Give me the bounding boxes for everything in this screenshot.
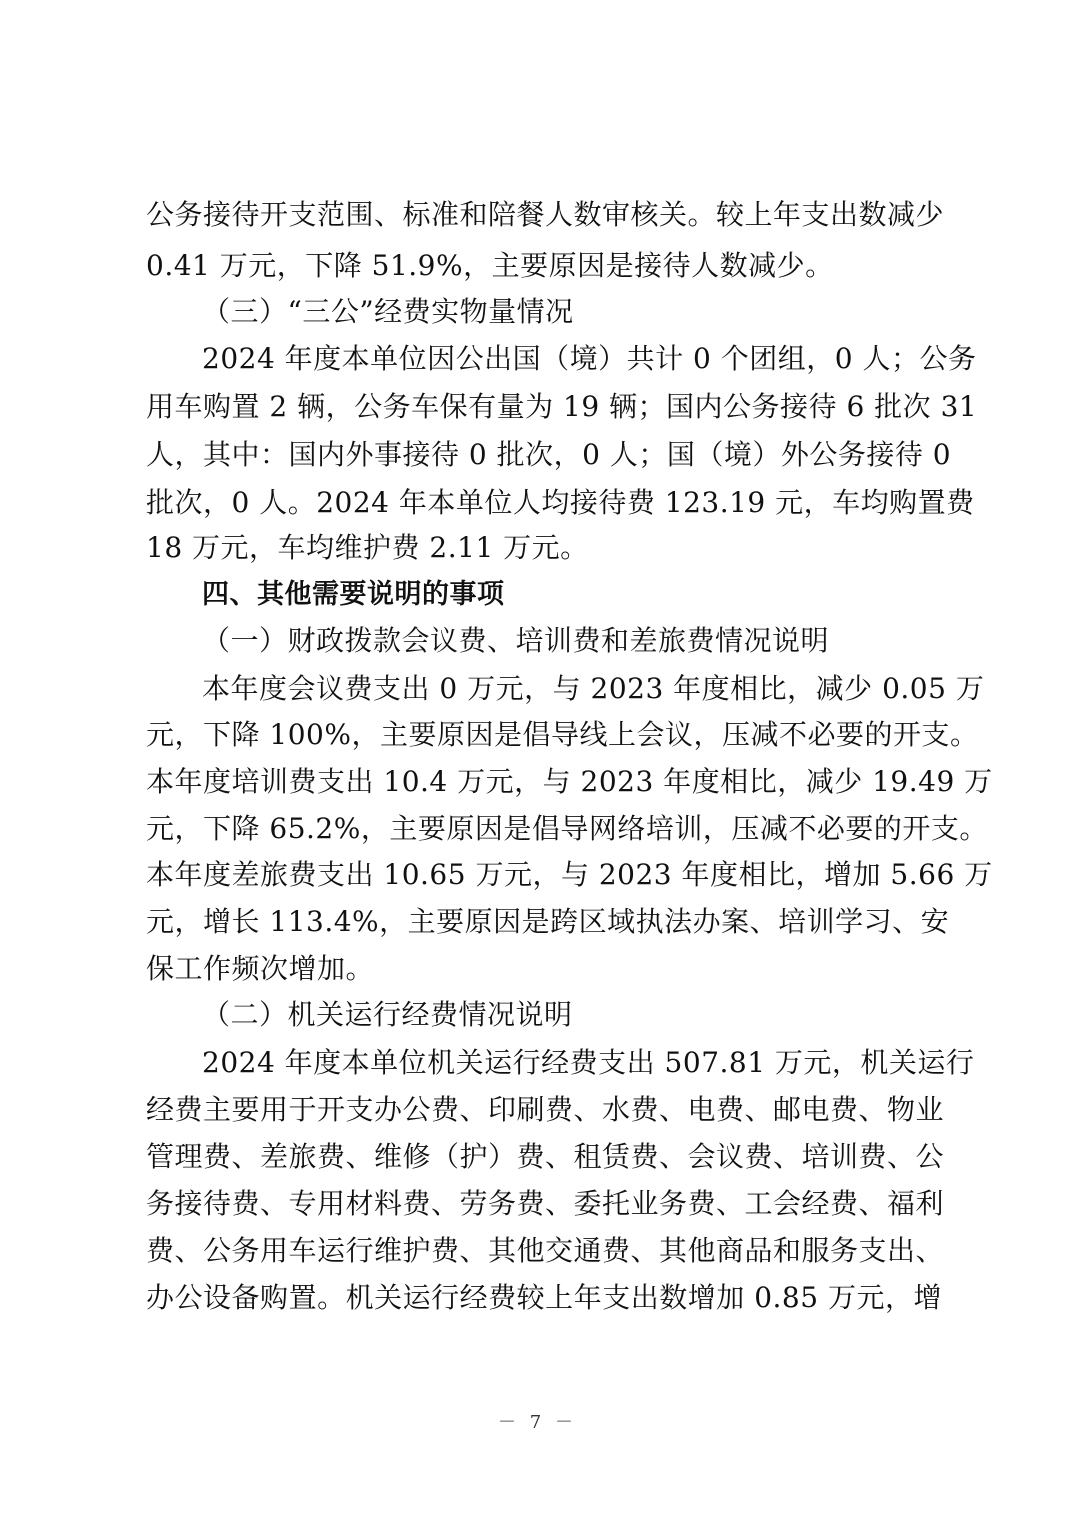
- paragraph-line: 人，其中：国内外事接待 0 批次，0 人；国（境）外公务接待 0: [146, 438, 952, 471]
- paragraph-line: 办公设备购置。机关运行经费较上年支出数增加 0.85 万元，增: [146, 1281, 942, 1314]
- paragraph-line: 元，下降 65.2%，主要原因是倡导网络培训，压减不必要的开支。: [146, 812, 988, 845]
- paragraph-line: 2024 年度本单位机关运行经费支出 507.81 万元，机关运行: [202, 1046, 975, 1079]
- paragraph-line: 用车购置 2 辆，公务车保有量为 19 辆；国内公务接待 6 批次 31: [146, 390, 978, 423]
- paragraph-line: 18 万元，车均维护费 2.11 万元。: [146, 531, 589, 564]
- paragraph-line: 经费主要用于开支办公费、印刷费、水费、电费、邮电费、物业: [146, 1093, 945, 1126]
- section-heading: 四、其他需要说明的事项: [202, 579, 505, 610]
- paragraph-line: 务接待费、专用材料费、劳务费、委托业务费、工会经费、福利: [146, 1187, 945, 1220]
- paragraph-line: 批次，0 人。2024 年本单位人均接待费 123.19 元，车均购置费: [146, 486, 975, 519]
- section-subheading: （一）财政拨款会议费、培训费和差旅费情况说明: [202, 624, 830, 657]
- section-subheading: （三）“三公”经费实物量情况: [202, 295, 574, 328]
- paragraph-line: 元，增长 113.4%，主要原因是跨区域执法办案、培训学习、安: [146, 905, 950, 938]
- paragraph-line: 元，下降 100%，主要原因是倡导线上会议，压减不必要的开支。: [146, 718, 979, 751]
- paragraph-line: 管理费、差旅费、维修（护）费、租赁费、会议费、培训费、公: [146, 1140, 945, 1173]
- paragraph-line: 2024 年度本单位因公出国（境）共计 0 个团组，0 人；公务: [202, 342, 977, 375]
- paragraph-line: 公务接待开支范围、标准和陪餐人数审核关。较上年支出数减少: [146, 198, 945, 231]
- paragraph-line: 保工作频次增加。: [146, 952, 375, 985]
- section-subheading: （二）机关运行经费情况说明: [202, 998, 573, 1031]
- paragraph-line: 本年度差旅费支出 10.65 万元，与 2023 年度相比，增加 5.66 万: [146, 858, 993, 891]
- paragraph-line: 本年度会议费支出 0 万元，与 2023 年度相比，减少 0.05 万: [202, 672, 985, 705]
- paragraph-line: 本年度培训费支出 10.4 万元，与 2023 年度相比，减少 19.49 万: [146, 765, 993, 798]
- paragraph-line: 费、公务用车运行维护费、其他交通费、其他商品和服务支出、: [146, 1234, 945, 1267]
- paragraph-line: 0.41 万元，下降 51.9%，主要原因是接待人数减少。: [146, 249, 834, 282]
- page-number: － 7 －: [498, 1412, 577, 1433]
